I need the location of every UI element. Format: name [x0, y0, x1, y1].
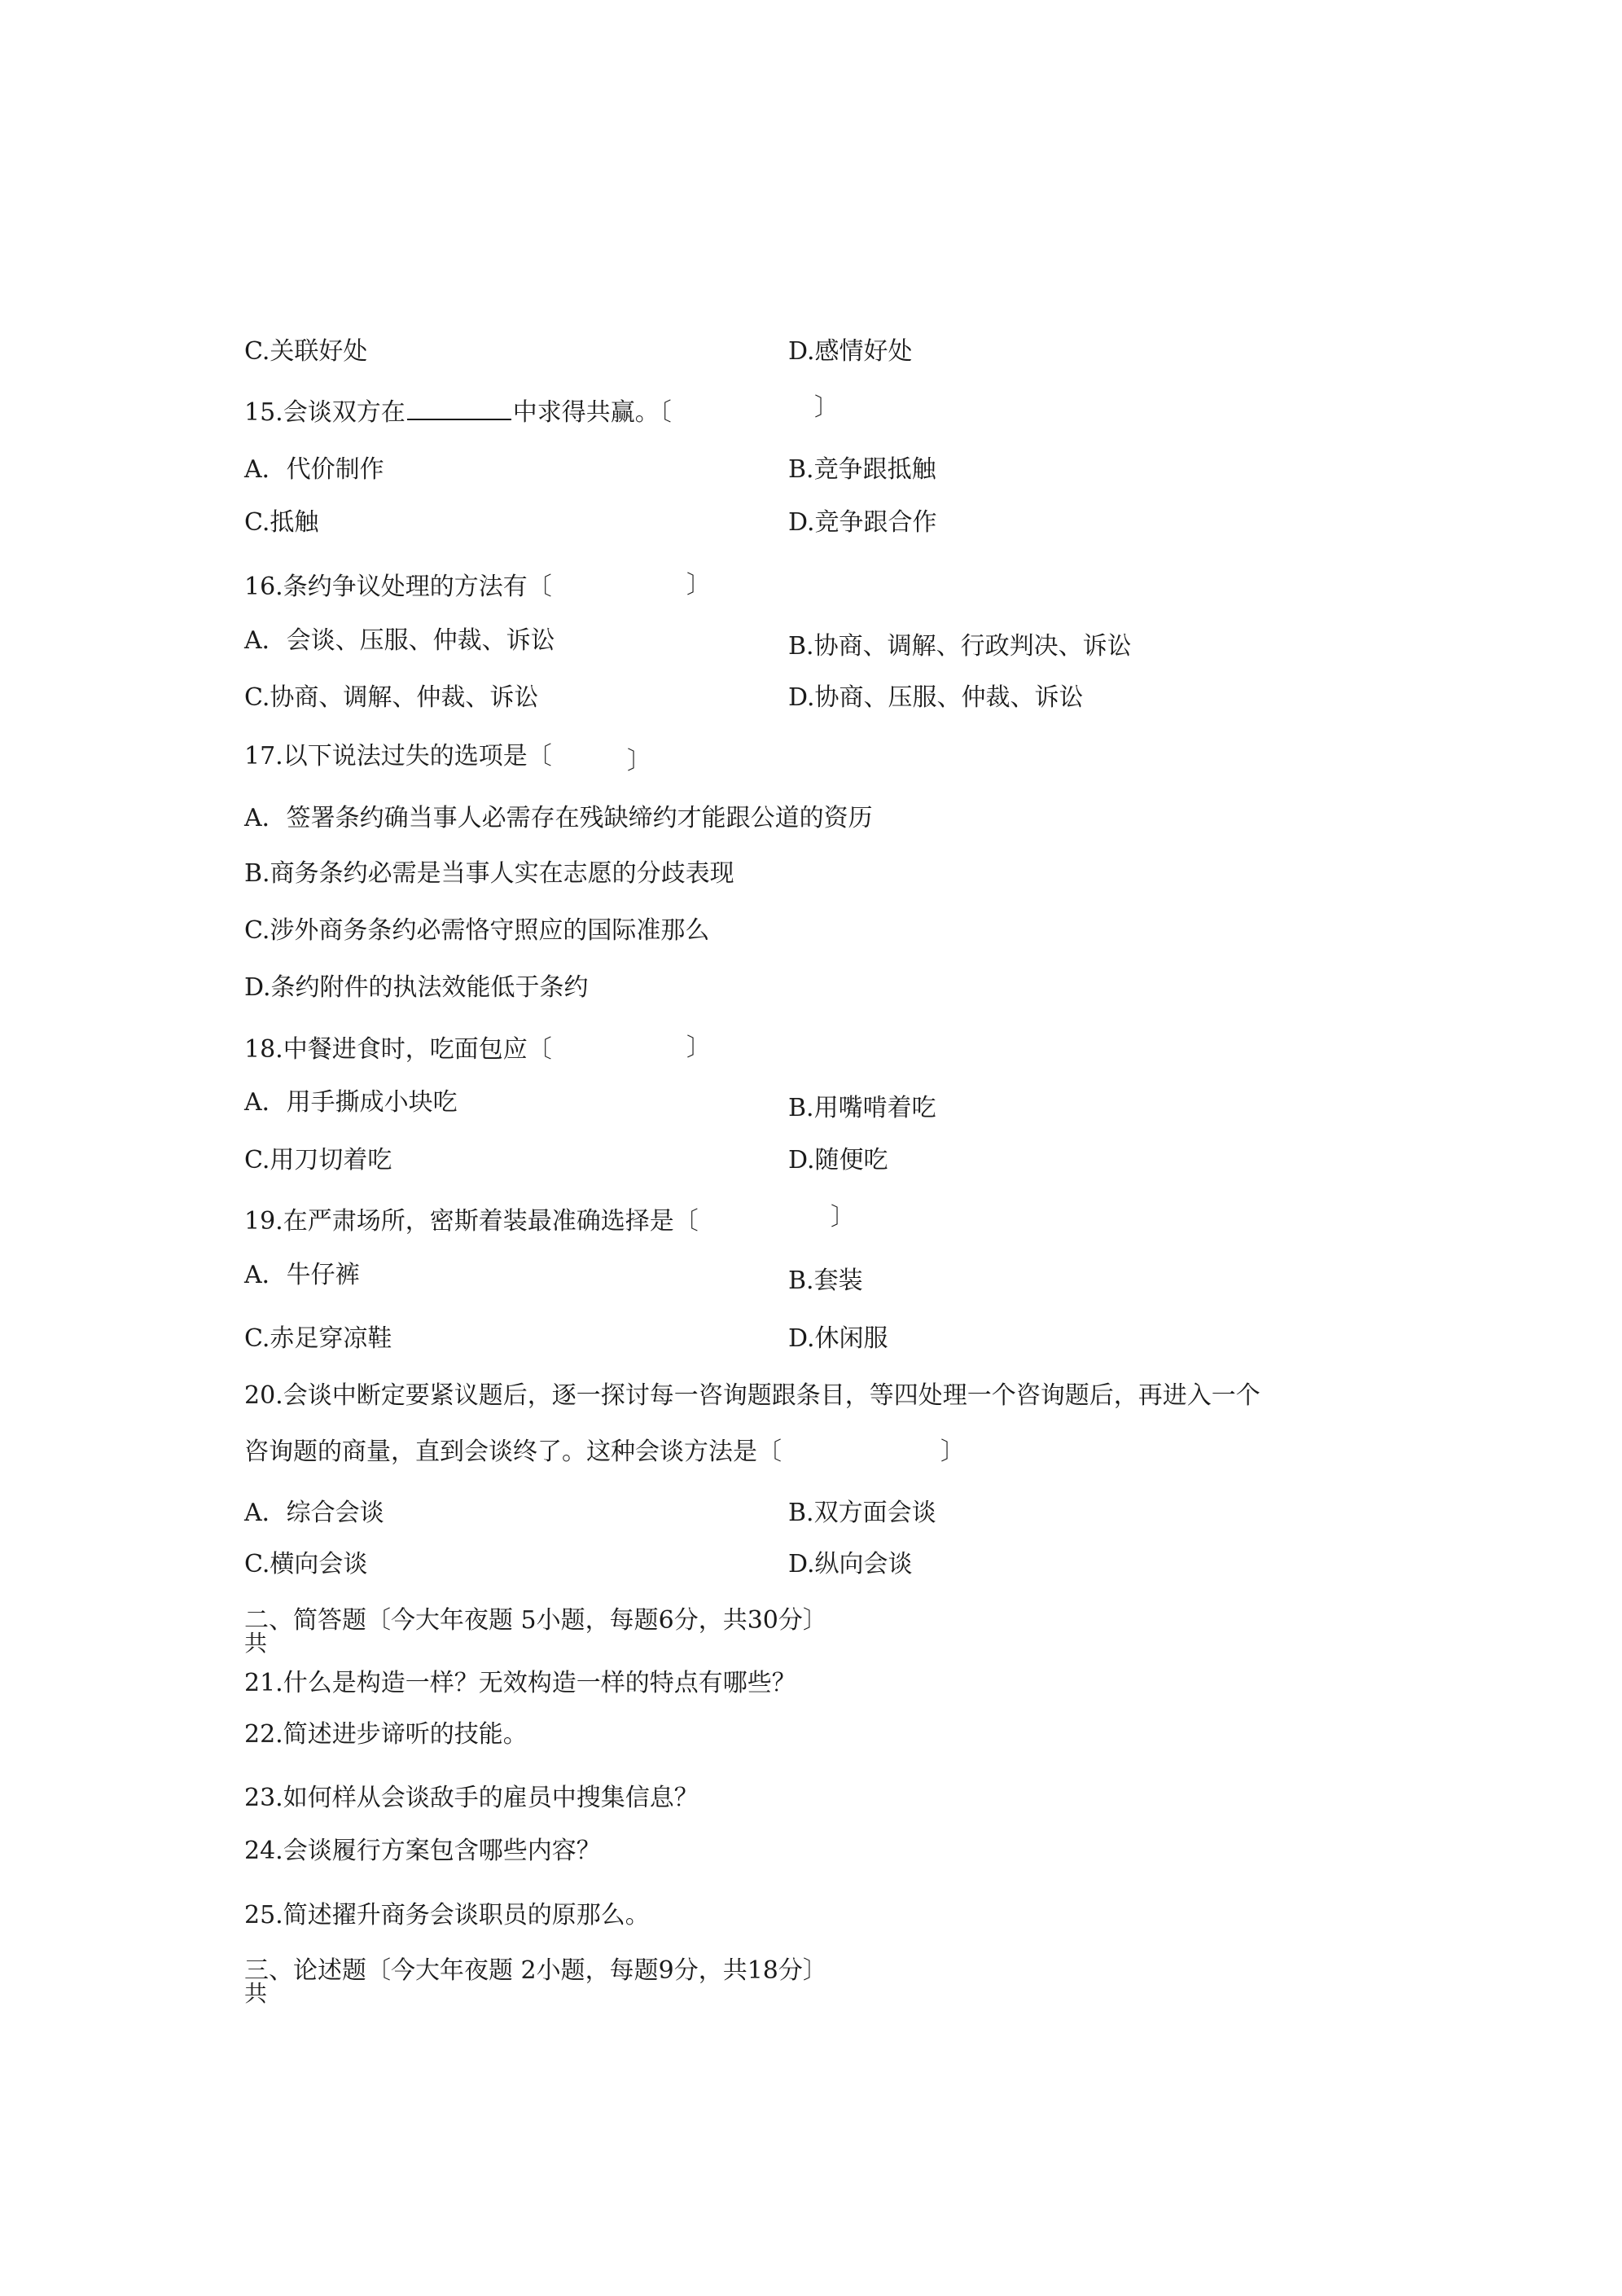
q17-close-paren: 〕	[627, 747, 651, 775]
question-22: 22.简述进步谛听的技能。	[244, 1720, 528, 1749]
q20-option-b: B.双方面会谈	[788, 1499, 936, 1527]
question-21: 21.什么是构造一样？无效构造一样的特点有哪些？	[244, 1669, 796, 1697]
q19-close-paren: 〕	[831, 1203, 855, 1231]
q18-option-d: D.随便吃	[788, 1146, 888, 1174]
q19-option-c: C.赤足穿凉鞋	[244, 1324, 392, 1353]
q15-option-a: A．代价制作	[244, 455, 384, 484]
q15-close-paren: 〕	[814, 393, 839, 422]
q18-stem: 18.中餐进食时，吃面包应〔	[244, 1035, 552, 1064]
q17-option-b: B.商务条约必需是当事人实在志愿的分歧表现	[244, 859, 734, 888]
q15-option-d: D.竞争跟合作	[788, 508, 937, 537]
section3-heading: 三、论述题〔今大年夜题 2小题，每题9分，共18分〕	[244, 1956, 827, 1985]
q18-option-b: B.用嘴啃着吃	[788, 1094, 936, 1122]
q19-option-a: A．牛仔裤	[244, 1261, 360, 1289]
q16-option-c: C.协商、调解、仲裁、诉讼	[244, 683, 539, 712]
q15-stem	[244, 397, 672, 429]
q16-option-a: A．会谈、压服、仲裁、诉讼	[244, 626, 555, 655]
q16-close-paren: 〕	[686, 571, 711, 599]
q18-option-a: A．用手撕成小块吃	[244, 1088, 458, 1117]
q17-option-d: D.条约附件的执法效能低于条约	[244, 973, 589, 1002]
q18-option-c: C.用刀切着吃	[244, 1146, 392, 1174]
q16-stem: 16.条约争议处理的方法有〔	[244, 573, 552, 601]
section3-gong: 共	[244, 1980, 268, 2007]
section2-gong: 共	[244, 1630, 268, 1657]
q19-option-d: D.休闲服	[788, 1324, 888, 1353]
q20-stem-line2: 咨询题的商量，直到会谈终了。这种会谈方法是〔	[244, 1438, 782, 1466]
section2-heading: 二、简答题〔今大年夜题 5小题，每题6分，共30分〕	[244, 1606, 827, 1635]
q15-stem-suffix: 中求得共赢。〔	[512, 398, 672, 427]
q15-option-b: B.竞争跟抵触	[788, 455, 936, 484]
q20-option-c: C.横向会谈	[244, 1550, 368, 1578]
q20-option-a: A．综合会谈	[244, 1499, 384, 1527]
q20-option-d: D.纵向会谈	[788, 1550, 913, 1578]
q15-stem-prefix: 15.会谈双方在	[244, 398, 406, 427]
q20-stem-line1: 20.会谈中断定要紧议题后，逐一探讨每一咨询题跟条目，等四处理一个咨询题后，再进入一个	[244, 1381, 1260, 1410]
q14-option-d: D.感情好处	[788, 337, 913, 366]
q15-option-c: C.抵触	[244, 508, 319, 537]
q17-option-c: C.涉外商务条约必需恪守照应的国际准那么	[244, 916, 710, 945]
question-24: 24.会谈履行方案包含哪些内容？	[244, 1837, 601, 1865]
q17-stem: 17.以下说法过失的选项是〔	[244, 742, 552, 770]
question-25: 25.简述擢升商务会谈职员的原那么。	[244, 1901, 650, 1929]
q19-option-b: B.套装	[788, 1267, 863, 1295]
q17-option-a: A．签署条约确当事人必需存在残缺缔约才能跟公道的资历	[244, 804, 873, 832]
q20-close-paren: 〕	[940, 1438, 965, 1466]
q18-close-paren: 〕	[686, 1034, 711, 1062]
q16-option-b: B.协商、调解、行政判决、诉讼	[788, 632, 1132, 661]
q19-stem: 19.在严肃场所，密斯着装最准确选择是〔	[244, 1207, 699, 1236]
q15-answer-blank	[407, 397, 511, 420]
q14-option-c: C.关联好处	[244, 337, 368, 366]
q16-option-d: D.协商、压服、仲裁、诉讼	[788, 683, 1084, 712]
question-23: 23.如何样从会谈敌手的雇员中搜集信息？	[244, 1784, 699, 1812]
